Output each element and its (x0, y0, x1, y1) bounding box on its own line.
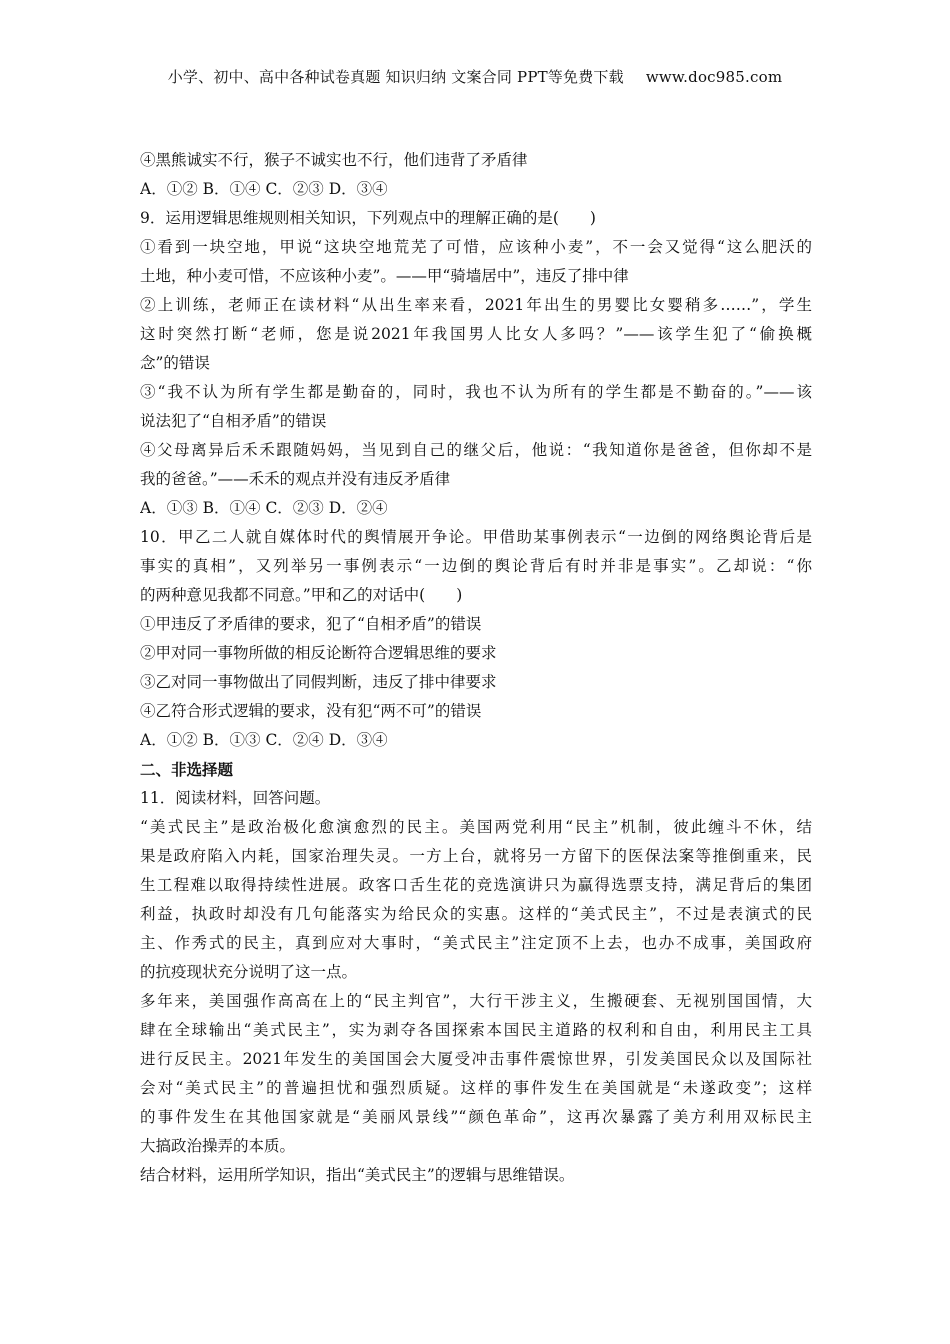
text-line: 利益，执政时却没有几句能落实为给民众的实惠。这样的“美式民主”，不过是表演式的民 (140, 905, 812, 923)
text-line: ④父母离异后禾禾跟随妈妈，当见到自己的继父后，他说：“我知道你是爸爸，但你却不是 (140, 441, 812, 459)
text-line: A．①② B．①④ C．②③ D．③④ (140, 180, 388, 198)
page-header (0, 66, 950, 87)
text-line: ①看到一块空地，甲说“这块空地荒芜了可惜，应该种小麦”，不一会又觉得“这么肥沃的 (140, 238, 812, 256)
text-line: ①甲违反了矛盾律的要求，犯了“自相矛盾”的错误 (140, 615, 482, 633)
text-line: 土地，种小麦可惜，不应该种小麦”。——甲“骑墙居中”，违反了排中律 (140, 267, 629, 285)
text-line: 念”的错误 (140, 354, 210, 372)
section-heading: 二、非选择题 (140, 760, 234, 779)
text-line: 这时突然打断“老师，您是说2021年我国男人比女人多吗？”——该学生犯了“偷换概 (140, 325, 812, 343)
text-line: ④黑熊诚实不行，猴子不诚实也不行，他们违背了矛盾律 (140, 151, 528, 169)
document-body (140, 146, 812, 1190)
text-line: 结合材料，运用所学知识，指出“美式民主”的逻辑与思维错误。 (140, 1166, 575, 1184)
text-line: 主、作秀式的民主，真到应对大事时，“美式民主”注定顶不上去，也办不成事，美国政府 (140, 934, 812, 952)
text-line: 的事件发生在其他国家就是“美丽风景线”“颜色革命”，这再次暴露了美方利用双标民主 (140, 1108, 812, 1126)
text-line: 10．甲乙二人就自媒体时代的舆情展开争论。甲借助某事例表示“一边倒的网络舆论背后是 (140, 528, 812, 546)
text-line: 的两种意见我都不同意。”甲和乙的对话中( ) (140, 586, 463, 604)
text-line: ③乙对同一事物做出了同假判断，违反了排中律要求 (140, 673, 497, 691)
text-line: ④乙符合形式逻辑的要求，没有犯“两不可”的错误 (140, 702, 482, 720)
text-line: 多年来，美国强作高高在上的“民主判官”，大行干涉主义，生搬硬套、无视别国国情，大 (140, 992, 812, 1010)
text-line: ②上训练，老师正在读材料“从出生率来看，2021年出生的男婴比女婴稍多……”，学生 (140, 296, 812, 314)
header-url: www.doc985.com (645, 68, 783, 86)
text-line: 说法犯了“自相矛盾”的错误 (140, 412, 327, 430)
text-line: 肆在全球输出“美式民主”，实为剥夺各国探索本国民主道路的权利和自由，利用民主工具 (140, 1021, 812, 1039)
text-line: 我的爸爸。”——禾禾的观点并没有违反矛盾律 (140, 470, 451, 488)
text-line: A．①③ B．①④ C．②③ D．②④ (140, 499, 388, 517)
header-text: 小学、初中、高中各种试卷真题 知识归纳 文案合同 PPT等免费下载 (167, 68, 624, 86)
text-line: 大搞政治操弄的本质。 (140, 1137, 296, 1155)
text-line: 进行反民主。2021年发生的美国国会大厦受冲击事件震惊世界，引发美国民众以及国际社 (140, 1050, 812, 1068)
text-line: 果是政府陷入内耗，国家治理失灵。一方上台，就将另一方留下的医保法案等推倒重来，民 (140, 847, 812, 865)
text-line: 生工程难以取得持续性进展。政客口舌生花的竞选演讲只为赢得选票支持，满足背后的集团 (140, 876, 812, 894)
text-line: 的抗疫现状充分说明了这一点。 (140, 963, 358, 981)
text-line: A．①② B．①③ C．②④ D．③④ (140, 731, 388, 749)
text-line: 会对“美式民主”的普遍担忧和强烈质疑。这样的事件发生在美国就是“未遂政变”；这样 (140, 1079, 812, 1097)
text-line: “美式民主”是政治极化愈演愈烈的民主。美国两党利用“民主”机制，彼此缠斗不休，结 (140, 818, 812, 836)
text-line: 事实的真相”，又列举另一事例表示“一边倒的舆论背后有时并非是事实”。乙却说：“你 (140, 557, 812, 575)
text-line: ②甲对同一事物所做的相反论断符合逻辑思维的要求 (140, 644, 497, 662)
text-line: ③“我不认为所有学生都是勤奋的，同时，我也不认为所有的学生都是不勤奋的。”——该 (140, 383, 812, 401)
text-line: 11．阅读材料，回答问题。 (140, 789, 331, 807)
text-line: 9．运用逻辑思维规则相关知识，下列观点中的理解正确的是( ) (140, 209, 596, 227)
